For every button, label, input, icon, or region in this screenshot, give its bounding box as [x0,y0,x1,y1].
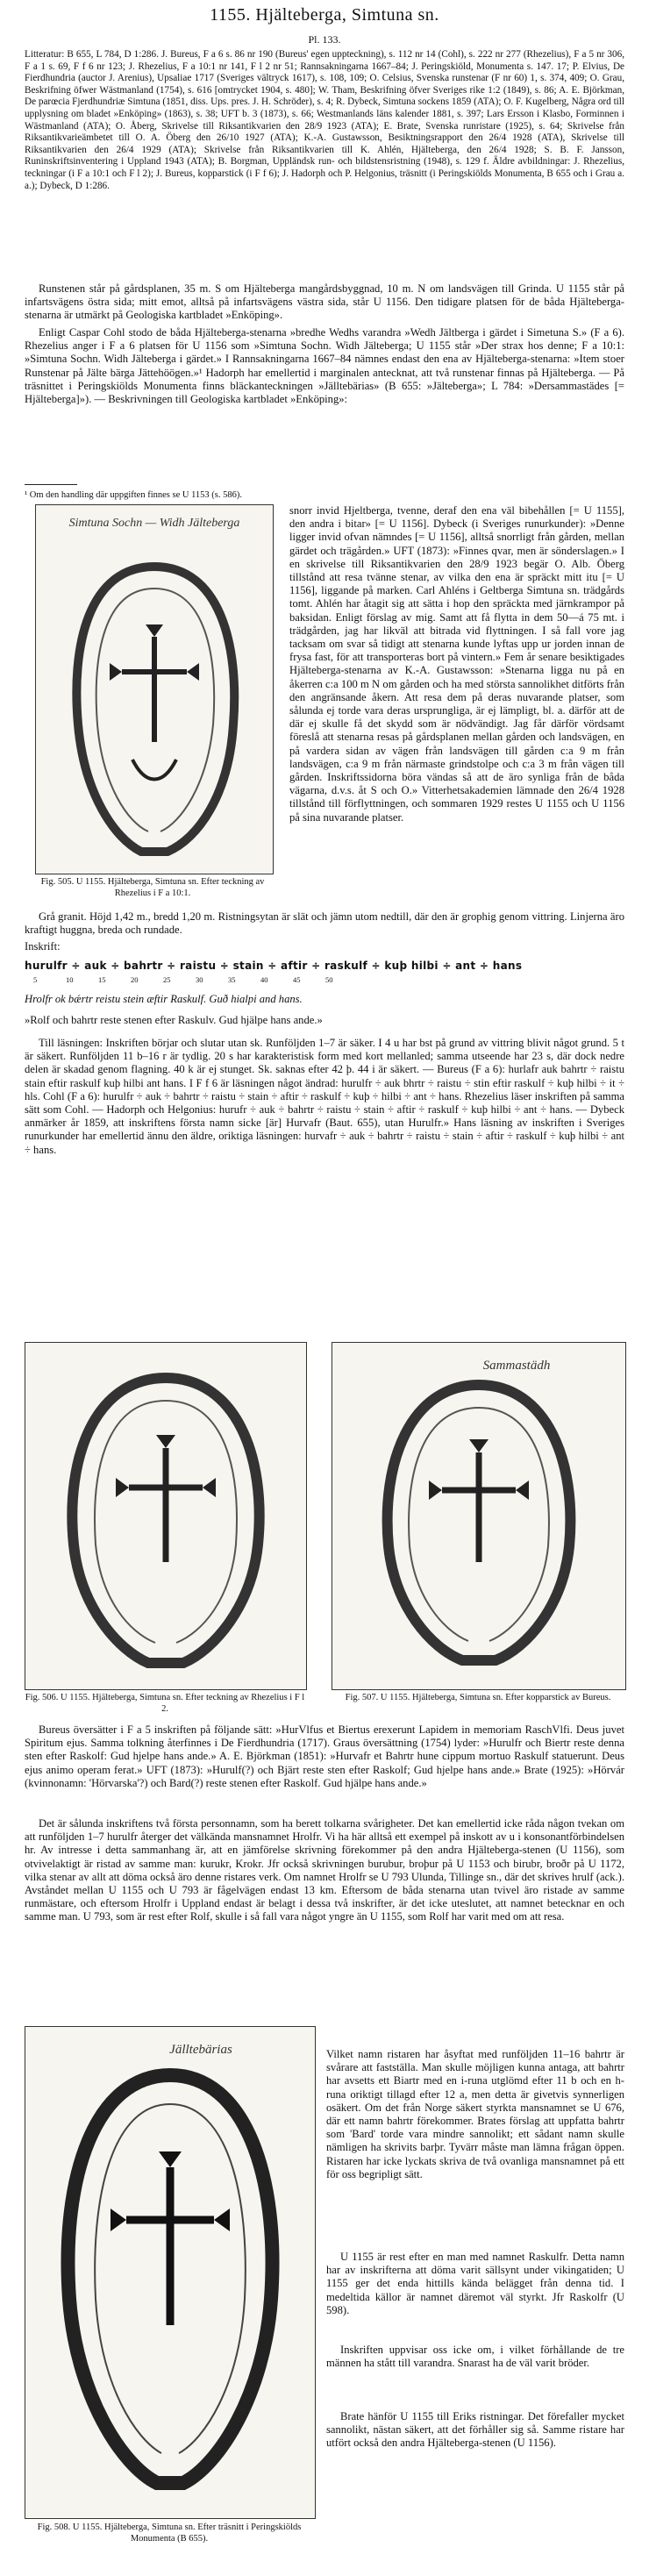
raskulf-paragraph: U 1155 är rest efter en man med namnet Raskulfr. Detta namn har av inskrifterna att döma varit sällsynt under vikingatiden; U 1155 ger det enda hittills kända belägget från denna tid. I medeltida källor är namnet däremot väl styrkt. Jfr Raskolfr (U 598). [326,2251,624,2316]
figure-508-drawing [25,2026,316,2519]
stone-description: Grå granit. Höjd 1,42 m., bredd 1,20 m. Ristningsytan är slät och jämn utom nedtill, där den är grophig genom vittring. Linjerna äro kraftigt huggna, breda och rundade. [25,910,624,937]
fig507-heading: Sammastädh [482,1359,551,1373]
rune-number: 10 [66,975,74,984]
relationship-paragraph: Inskriften uppvisar oss icke om, i vilket förhållande de tre männen ha stått till varandra. Snarast ha de väl varit bröder. [326,2344,624,2370]
rune-number: 45 [293,975,301,984]
runic-transliteration: hurulfr ÷ auk ÷ bahrtr ÷ raistu ÷ stain ÷ aftir ÷ raskulf ÷ kuþ hilbi ÷ ant ÷ hans [25,960,523,972]
interpretation-paragraph: Bureus översätter i F a 5 inskriften på följande sätt: »HurVlfus et Biertus erexerunt Lapidem in memoriam RaschVlfi. Deus juvet Spiritum ejus. Samma tolkning återfinnes i De Fierdhundria (1717). Graus översättning (1754) lyder: »Hurulfr och Biertr reste denna sten efter Raskolf: Gud hjelpe hans ande.» A. E. Björkman (1851): »Hurvafr et Bahrtr hune cippum mortuo Raskulf statuerunt. Deus ejus animo operam ferat.» UFT (1873): »Hurulf(?) och Bjärt reste sten efter Raskolf; Gud hjelpe hans ande.» Brate (1925): »Hörvár (kvinnonamn: 'Hörvarska'?) och Bard(?) reste stenen efter Raskolf. Gud hjälpe hans ande.» [25,1723,624,1789]
right-column-text: snorr invid Hjeltberga, tvenne, deraf den ena väl bibehållen [= U 1155], den andra i bitar» [= U 1156]. Dybeck (i Sveriges runurkunder): »Denne ligger invid ofvan nämndes [= U 1156], alltså snorrligt från gården, mellan gärdet och trägården.» UFT (1873): »Finnes qvar, men är sönderslagen.» I en skrivelse till Riksantikvarien den 28/9 1923 begär O. Alb. Öberg tillstånd att resa tvänne stenar, av vilka den ena är spräckt mitt itu [= U 1156], liggande på marken. Carl Ahléns i Geltberga Simtuna sn. trädgårds tomt. Ahlén har åtagit sig att sätta i hop den spräckta med järnkrampor på baksidan. Enligt förslag av mig. Samt att få flytta in dem 50—á 75 mt. i trädgården, jag har likväl att bitrada vid flyttningen. I så fall vore jag tacksam om svar så tidigt att stenarna kunde lyftas upp ur jorden innan de frysa fast, för att transporteras bort på vintern.» Fem år senare besiktigades Hjälteberga-stenarna av K.-A. Gustawsson: »Stenarna ligga nu på en åkerren c:a 100 m N om gården och ha med största sannolikhet ditförts från den angränsande åkern. Att resa dem på deras nuvarande platser, som sålunda ej torde vara deras ursprungliga, är ej lämpligt, bl. a. därför att de där ej skulle få det skydd som är nödvändigt. Jag får därför vördsamt föreslå att stenarna resas på gårdsplanen mellan gården och landsvägen, en på vardera sidan av vägen från landsvägen till gården c:a 9 m från landsvägen, c:a 9 m från närmaste grindstolpe och c:a 3 m från vägen till gården. Inskriftssidorna böra vändas så att de äro synliga från de båda vägarna, d.v.s. åt S och O.» Vitterhetsakademien lämnade den 26/4 1928 tillstånd till förflyttningen, och sommaren 1929 restes U 1155 och U 1156 på sina nuvarande platser. [289,504,624,824]
reading-commentary: Till läsningen: Inskriften börjar och slutar utan sk. Runföljden 1–7 är säker. I 4 u har bst på grund av vittring blivit något grund. 5 t är säkert. Runföljden 11 b–16 r är tydlig. 20 s har karakteristisk form med kort mellanled; samma utseende har 23 s, där dock nedre delen är skadad genom flagning. 40 k är ej stunget. Sk. saknas efter 42 þ. 44 i är säkert. — Bureus (F a 6): hurlafr auk bahrtr ÷ raistu stain eftir raskulf kuþ hilbi ant hans. I F f 6 är läsningen något ändrad: hurulfr ÷ auk bhrtr ÷ raistu ÷ stin eftir raskulf ÷ kuþ hilbi ÷ it ÷ hls. Cohl (F a 6): hurulfr ÷ auk ÷ bahrtr ÷ raistu ÷ stain ÷ aftir ÷ raskulf ÷ kuþ ÷ hilbi ÷ ant ÷ hans. Rhezelius läser inskriften på samma sätt som Cohl. — Hadorph och Helgonius: hurufr ÷ auk ÷ bahrtr ÷ raistu ÷ stain ÷ aftir ÷ raskulf ÷ kuþ hilbi ÷ ant ÷ hans. — Dybeck anmärker år 1859, att inskriftens första namn sicke [är] Hurvafr (Baut. 655), utan Hurulfr.» Hans läsning av inskriften i Sveriges runurkunder har emellertid ännu den äldre, oriktiga läsningen: hurvafr ÷ auk ÷ bahrtr ÷ raistu ÷ stain ÷ aftir ÷ raskulf ÷ kuþ hilbi ÷ ant ÷ hans. [25,1037,624,1156]
older-illustrations-text: Äldre avbildningar: J. Rhezelius, teckningar (i F a 10:1 och F l 2); J. Bureus, kopparstick (i F f 6); J. Hadorph och P. Helgonius, träsnitt (i Peringskiölds Monumenta, B 655 och i Grau a. a.); Dybeck, D 1:286. [25,156,624,191]
figure-507-caption: Fig. 507. U 1155. Hjälteberga, Simtuna sn. Efter kopparstick av Bureus. [345,1693,611,1702]
figure-505-drawing [35,504,274,874]
figure-508-caption: Fig. 508. U 1155. Hjälteberga, Simtuna sn. Efter träsnitt i Peringskiölds Monumenta (B 655). [37,2522,302,2544]
fig508-heading: Jälltebärias [169,2043,232,2057]
rune-number-scale [33,975,358,984]
rune-number: 20 [131,975,139,984]
inscription-label: Inskrift: [25,940,61,953]
rune-number: 25 [163,975,171,984]
runestone-drawing-507 [332,1343,625,1689]
rune-number: 15 [98,975,106,984]
runestone-drawing-508 [25,2027,315,2518]
rune-number: 35 [228,975,236,984]
rister-paragraph: Brate hänför U 1155 till Eriks ristningar. Det förefaller mycket sannolikt, nästan säkert, att det förhåller sig så. Samme ristare har utfört också den andra Hjälteberga-stenen (U 1156). [326,2410,624,2450]
footnote: ¹ Om den handling där uppgiften finnes se U 1153 (s. 586). [25,490,243,500]
rune-number: 30 [196,975,203,984]
fig505-heading: Simtuna Sochn — Widh Jältebergа [68,517,240,530]
literature-block [25,49,624,192]
figure-505-caption: Fig. 505. U 1155. Hjälteberga, Simtuna sn. Efter teckning av Rhezelius i F a 10:1. [40,877,265,898]
runestone-drawing-505 [36,505,273,874]
rune-number: 40 [260,975,268,984]
plate-reference: Pl. 133. [308,33,341,46]
body-paragraph-history: Enligt Caspar Cohl stodo de båda Hjälteberga-stenarna »bredhe Wedhs varandra »Wedh Jältberga i gärdet i Simetuna S.» (F a 6). Rhezelius anger i F a 6 platsen för U 1156 som »Simtuna Sochn. Widh Jälteberga; U 1155 står »Der strax hos denne; F a 10:1: »Simtuna Sochn. Widh Jältebergа i gärdet.» I Rannsakningarna 1667–84 nämnes endast den ena av Hjälteberga-stenarna: »Item stoer Runstenar på Jälte bärga Jättehöögen.»¹ Hadorph har emellertid i marginalen antecknat, att två runstenar finnas på Hjälteberga. — På träsnittet i Peringskiölds Monumenta finns bläckanteckningen »Jälltebärias» (B 655: »Jälteberga»; L 784: »Dersammastädes [= Hjälteberga]»). — Beskrivningen till Geologiska kartbladet »Enköping»: [25,326,624,406]
page-title: 1155. Hjälteberga, Simtuna sn. [210,5,439,25]
names-paragraph: Det är sålunda inskriftens två första personnamn, som ha berett tolkarna svårigheter. Det kan emellertid icke råda någon tvekan om att runföljden 1–7 hurulfr återger det välkända mansnamnet Hrolfr. Vi ha här alltså ett exempel på inskott av u i konsonantförbindelsen hr. Av intresse i detta sammanhang är, att en jämförelse skrivning förekommer på den andra Hjälteberga-stenen (U 1156), som otvivelaktigt är ristad av samme man: kurukr, Krokr. Jfr också skrivningen burubur, broþur på U 1153 och birubr, broðr på U 1172, vilka stenar av allt att döma också äro denne ristares verk. Om namnet Hrolfr se U 793 Ulunda, Tillinge sn., där det skrives hrulf (ack.). Avståndet mellan U 1155 och U 793 är fågelvägen endast 13 km. Eftersom de båda stenarna utan tvivel äro ristade av samme runmästare, och eftersom Hrolfr i Uppland endast är belagt i dessa två inskrifter, är det icke uteslutet, att namnet betecknar en och samme man. U 793, som är rest efter Rolf, skulle i så fall vara något yngre än U 1155, som Rolf har varit med om att resa. [25,1817,624,1923]
literature-text: Litteratur: B 655, L 784, D 1:286. J. Bureus, F a 6 s. 86 nr 190 (Bureus' egen uppteckning), s. 112 nr 14 (Cohl), s. 222 nr 277 (Rhezelius), F a 5 nr 306, F a 1 s. 69, F f 6 nr 123; J. Rhezelius, F a 10:1 nr 141, F l 2 nr 51; Rannsakningarna 1667–84; J. Peringskiöld, Monumenta s. 147. 17; P. Elvius, De Fierdhundria (auctor J. Arenius), Upsaliae 1717 (Sveriges vältryck 1617), s. 108, 109; O. Celsius, Svenska runstenar (F nr 60) 1, s. 374, 409; O. Grau, Beskrifning öfwer Wästmanland (1754), s. 616 [omtrycket 1904, s. 480]; W. Tham, Beskrifning öfver Sveriges rike 1:2 (1849), s. 86; A. E. Björkman, De parœcia Fjerdhundriæ Simtuna (1851, diss. Ups. pres. J. H. Schröder), s. 4; R. Dybeck, Simtuna sockens 1859 (ATA); O. F. Kugelberg, Några ord till upplysning om bladet »Enköping» (1863), s. 38; UFT b. 3 (1873), s. 66; Westmanlands läns kalender 1881, s. 397; Lars Ersson i Klasbo, Forminnen i Wästmanland (ATA); O. Åberg, Skrivelse till Riksantikvarien den 28/9 1923 (ATA); E. Brate, Svenska runristare (1925), s. 64; Skrivelse från Riksantikvarieämbetet till O. A. Öberg den 26/10 1927 (ATA); K.-A. Gustawsson, Besiktningsrapport den 26/4 1928 (ATA), Skrivelse till Riksantikvarien den 26/4 1929 (ATA); Skrivelse från Riksantikvarien till K. Ahlén, Hjälteberga, den 26/4 1928; S. B. F. Jansson, Runinskriftsinventering i Uppland 1943 (ATA); B. Borgman, Uppländsk run- och bildstensristning (1948), s. 129 f. [25,49,624,168]
translation-text: »Rolf och bahrtr reste stenen efter Raskulv. Gud hjälpe hans ande.» [25,1014,323,1026]
figure-506-drawing [25,1342,307,1690]
normalized-text: Hrolfr ok bǽrtr reistu stein æftir Raskulf. Guð hialpi and hans. [25,993,303,1005]
figure-507-drawing [332,1342,626,1690]
runestone-drawing-506 [25,1343,306,1689]
rune-number: 50 [325,975,333,984]
footnote-rule [25,484,77,485]
body-paragraph-location: Runstenen står på gårdsplanen, 35 m. S om Hjälteberga mangårdsbyggnad, 10 m. N om landsvägen till Grinda. U 1155 står på infartsvägens östra sida; mitt emot, alltså på infartsvägens västra sida, står U 1156. Den tidigare platsen för de båda Hjälteberga-stenarna är utmärkt på Geologiska kartbladet »Enköping». [25,282,624,322]
figure-506-caption: Fig. 506. U 1155. Hjälteberga, Simtuna sn. Efter teckning av Rhezelius i F l 2. [25,1693,305,1714]
bahrtr-paragraph: Vilket namn ristaren har åsyftat med runföljden 11–16 bahrtr är svårare att fastställa. Man skulle möjligen kunna antaga, att bahrtr har avsetts ett Biartr med en i-runa utglömd efter 11 b och en h-runa oriktigt tillagd efter 12 a, men detta är givetvis synnerligen osäkert. Om det från Norge säkert styrkta mansnamnet se U 676, där ett namn bahrtr förekommer. Brates förslag att uppfatta bahrtr som 'Bard' torde vara mindre sannolikt; ett sådant namn skulle nämligen ha skrivits barþr. Tyvärr måste man lämna frågan öppen. Ristaren har icke lyckats skriva de två ovanliga mansnamnet på ett för oss begripligt sätt. [326,2048,624,2180]
rune-number: 5 [33,975,38,984]
